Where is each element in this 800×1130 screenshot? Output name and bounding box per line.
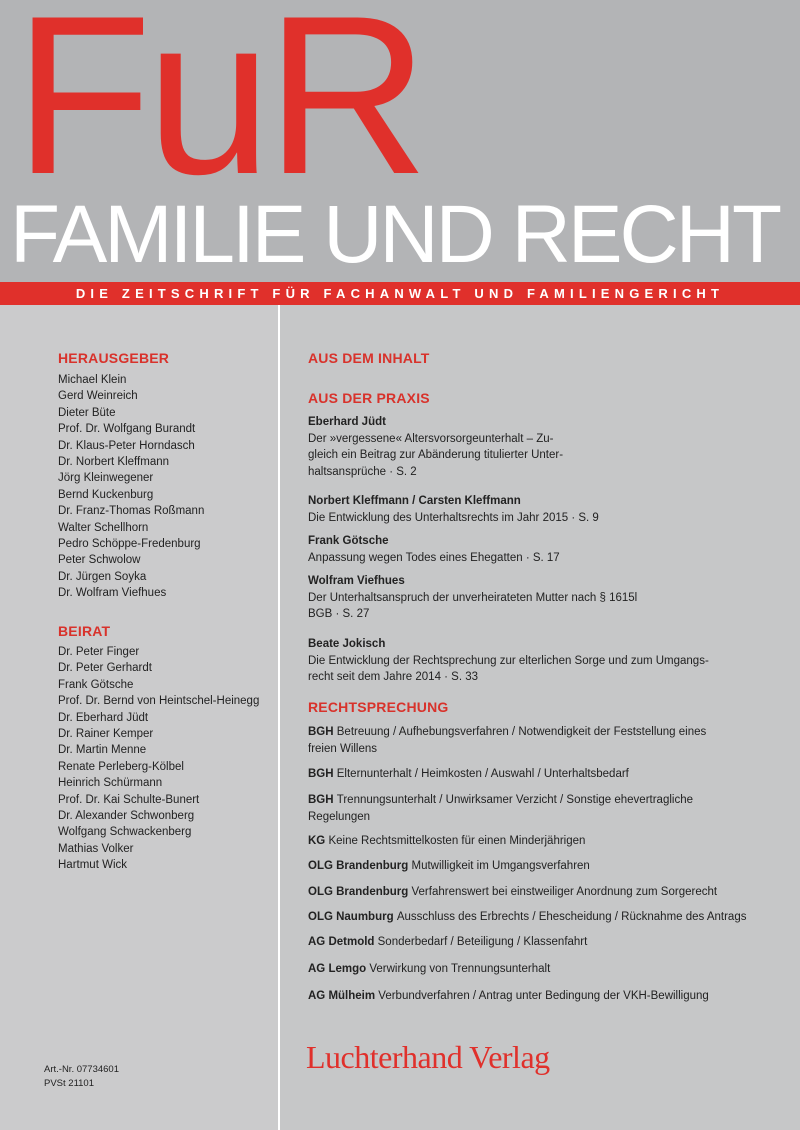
editors-column bbox=[0, 305, 278, 1130]
ruling-entry bbox=[308, 961, 778, 978]
herausgeber-list bbox=[58, 372, 204, 601]
ruling-line bbox=[308, 724, 778, 741]
beirat-name: Dr. Peter Finger bbox=[58, 646, 140, 658]
ruling-line bbox=[308, 988, 778, 1005]
beirat-name: Dr. Alexander Schwonberg bbox=[58, 809, 195, 822]
herausgeber-name: Bernd Kuckenburg bbox=[58, 488, 154, 501]
article-title-line: Die Entwicklung des Unterhaltsrechts im Jahr 2015 · S. 9 bbox=[308, 511, 599, 524]
publisher-logo: Luchterhand Verlag bbox=[306, 1039, 550, 1075]
ruling-topic: Trennungsunterhalt / Unwirksamer Verzicht / Sonstige ehevertragliche bbox=[336, 794, 693, 806]
article-title-line: Anpassung wegen Todes eines Ehegatten · S. 17 bbox=[308, 551, 560, 564]
ruling-line: freien Willens bbox=[308, 742, 378, 755]
ruling-line bbox=[308, 792, 778, 809]
ruling-court: BGH bbox=[308, 726, 337, 738]
ruling-topic: Elternunterhalt / Heimkosten / Auswahl / Unterhaltsbedarf bbox=[336, 768, 629, 780]
herausgeber-name: Walter Schellhorn bbox=[58, 521, 149, 534]
beirat-name: Heinrich Schürmann bbox=[58, 777, 163, 790]
ruling-entry bbox=[308, 766, 778, 783]
ruling-topic: Mutwilligkeit im Umgangsverfahren bbox=[411, 860, 590, 872]
article-title-line: Der »vergessene« Altersvorsorgeunterhalt – Zu- bbox=[308, 432, 554, 445]
herausgeber-name: Dr. Norbert Kleffmann bbox=[58, 455, 170, 468]
article-title-line: Die Entwicklung der Rechtsprechung zur elterlichen Sorge und zum Umgangs- bbox=[308, 654, 709, 667]
inhalt-heading: AUS DEM INHALT bbox=[308, 350, 430, 366]
article-title-line: recht seit dem Jahre 2014 · S. 33 bbox=[308, 671, 479, 683]
ruling-entry bbox=[308, 833, 778, 850]
ruling-court: KG bbox=[308, 835, 329, 847]
article-author: Norbert Kleffmann / Carsten Kleffmann bbox=[308, 495, 521, 507]
beirat-name: Dr. Rainer Kemper bbox=[58, 727, 154, 740]
ruling-line bbox=[308, 934, 778, 951]
beirat-heading: BEIRAT bbox=[58, 623, 111, 639]
article-author: Beate Jokisch bbox=[308, 638, 386, 650]
herausgeber-name: Jörg Kleinwegener bbox=[58, 472, 154, 485]
ruling-line bbox=[308, 766, 778, 783]
ruling-topic: Keine Rechtsmittelkosten für einen Minderjährigen bbox=[328, 835, 586, 847]
article-title-line: Der Unterhaltsanspruch der unverheirateten Mutter nach § 1615l bbox=[308, 591, 638, 604]
article-entry bbox=[308, 636, 768, 686]
beirat-name: Dr. Peter Gerhardt bbox=[58, 662, 152, 675]
ruling-court: OLG Brandenburg bbox=[308, 886, 412, 898]
beirat-name: Dr. Eberhard Jüdt bbox=[58, 711, 149, 724]
praxis-heading: AUS DER PRAXIS bbox=[308, 390, 430, 406]
beirat-name: Prof. Dr. Bernd von Heintschel-Heinegg bbox=[58, 695, 260, 708]
rechtsprechung-heading: RECHTSPRECHUNG bbox=[308, 699, 449, 715]
ruling-court: BGH bbox=[308, 794, 337, 806]
ruling-topic: Verfahrenswert bei einstweiliger Anordnung zum Sorgerecht bbox=[411, 886, 718, 898]
herausgeber-name: Michael Klein bbox=[58, 374, 127, 386]
ruling-court: AG Detmold bbox=[308, 936, 378, 948]
ruling-court: BGH bbox=[308, 768, 337, 780]
ruling-entry bbox=[308, 884, 778, 901]
ruling-entry bbox=[308, 988, 778, 1005]
journal-subtitle: DIE ZEITSCHRIFT FÜR FACHANWALT UND FAMILIENGERICHT bbox=[0, 282, 800, 305]
herausgeber-name: Dr. Jürgen Soyka bbox=[58, 570, 147, 583]
ruling-topic: Ausschluss des Erbrechts / Ehescheidung / Rücknahme des Antrags bbox=[396, 911, 747, 923]
article-title-line: gleich ein Beitrag zur Abänderung titulierter Unter- bbox=[308, 449, 564, 461]
ruling-line: Regelungen bbox=[308, 810, 371, 823]
ruling-court: OLG Brandenburg bbox=[308, 860, 412, 872]
pvst-number: PVSt 21101 bbox=[44, 1078, 95, 1089]
herausgeber-name: Dr. Franz-Thomas Roßmann bbox=[58, 505, 205, 518]
herausgeber-name: Dr. Wolfram Viefhues bbox=[58, 587, 167, 600]
herausgeber-name: Dr. Klaus-Peter Horndasch bbox=[58, 439, 195, 452]
article-entry bbox=[308, 414, 768, 480]
herausgeber-name: Pedro Schöppe-Fredenburg bbox=[58, 537, 201, 550]
ruling-line bbox=[308, 961, 778, 978]
journal-title: FAMILIE UND RECHT bbox=[10, 189, 780, 280]
herausgeber-name: Gerd Weinreich bbox=[58, 390, 138, 403]
ruling-court: OLG Naumburg bbox=[308, 911, 397, 923]
ruling-court: AG Mülheim bbox=[308, 990, 379, 1002]
beirat-name: Hartmut Wick bbox=[58, 859, 127, 872]
ruling-entry bbox=[308, 724, 778, 757]
article-author: Wolfram Viefhues bbox=[308, 575, 405, 587]
ruling-line bbox=[308, 858, 778, 875]
beirat-name: Dr. Martin Menne bbox=[58, 744, 147, 757]
article-entry bbox=[308, 533, 768, 566]
beirat-name: Prof. Dr. Kai Schulte-Bunert bbox=[58, 793, 200, 806]
article-entry bbox=[308, 573, 768, 623]
ruling-entry bbox=[308, 792, 778, 825]
ruling-court: AG Lemgo bbox=[308, 963, 370, 975]
ruling-line bbox=[308, 909, 778, 926]
ruling-entry bbox=[308, 909, 778, 926]
article-number-block bbox=[44, 1063, 119, 1091]
article-author: Frank Götsche bbox=[308, 535, 389, 547]
herausgeber-heading: HERAUSGEBER bbox=[58, 350, 170, 366]
ruling-entry bbox=[308, 934, 778, 951]
article-number: Art.-Nr. 07734601 bbox=[44, 1064, 119, 1075]
journal-logo: FuR bbox=[14, 0, 423, 221]
ruling-topic: Verbundverfahren / Antrag unter Bedingung der VKH-Bewilligung bbox=[378, 990, 709, 1002]
beirat-name: Wolfgang Schwackenberg bbox=[58, 826, 192, 839]
contents-column bbox=[280, 305, 800, 1130]
article-title-line: BGB · S. 27 bbox=[308, 608, 370, 620]
article-author: Eberhard Jüdt bbox=[308, 416, 386, 428]
article-title-line: haltsansprüche · S. 2 bbox=[308, 465, 417, 478]
herausgeber-name: Prof. Dr. Wolfgang Burandt bbox=[58, 423, 196, 436]
ruling-line bbox=[308, 833, 778, 850]
beirat-name: Frank Götsche bbox=[58, 678, 134, 691]
cover-header bbox=[0, 0, 800, 282]
ruling-topic: Betreuung / Aufhebungsverfahren / Notwendigkeit der Feststellung eines bbox=[336, 726, 707, 738]
herausgeber-name: Peter Schwolow bbox=[58, 554, 141, 567]
beirat-name: Mathias Volker bbox=[58, 842, 134, 855]
herausgeber-name: Dieter Büte bbox=[58, 406, 116, 419]
beirat-name: Renate Perleberg-Kölbel bbox=[58, 760, 184, 773]
ruling-line bbox=[308, 884, 778, 901]
ruling-entry bbox=[308, 858, 778, 875]
article-entry bbox=[308, 493, 768, 526]
ruling-topic: Verwirkung von Trennungsunterhalt bbox=[369, 963, 551, 975]
beirat-list bbox=[58, 644, 259, 873]
ruling-topic: Sonderbedarf / Beteiligung / Klassenfahrt bbox=[377, 936, 588, 948]
